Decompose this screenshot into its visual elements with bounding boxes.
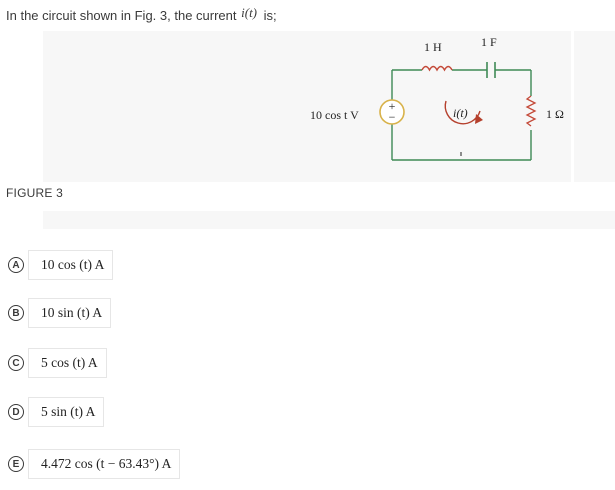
option-c-badge: C (8, 355, 24, 371)
option-d[interactable] (8, 397, 104, 427)
circuit-diagram (0, 0, 615, 200)
figure-footer-band (43, 211, 615, 229)
source-plus-sign: + (388, 99, 396, 113)
question-suffix: is; (263, 8, 277, 23)
option-e[interactable] (8, 449, 180, 479)
resistor-label: 1 Ω (546, 107, 564, 121)
question-current-symbol: i(t) (241, 5, 258, 20)
current-label: i(t) (453, 106, 468, 120)
current-arrowhead (475, 114, 483, 124)
option-e-badge: E (8, 456, 24, 472)
option-a-badge: A (8, 257, 24, 273)
option-a[interactable] (8, 250, 113, 280)
capacitor-symbol (487, 62, 495, 78)
inductor-symbol (422, 67, 452, 71)
option-b-badge: B (8, 305, 24, 321)
option-b[interactable] (8, 298, 111, 328)
option-b-text: 10 sin (t) A (28, 298, 111, 328)
figure-label: FIGURE 3 (6, 186, 63, 200)
source-label: 10 cos t V (310, 108, 359, 122)
resistor-symbol (527, 96, 535, 126)
option-a-text: 10 cos (t) A (28, 250, 113, 280)
option-d-badge: D (8, 404, 24, 420)
inductor-label: 1 H (424, 40, 442, 54)
option-e-text: 4.472 cos (t − 63.43°) A (28, 449, 180, 479)
option-c[interactable] (8, 348, 107, 378)
option-c-text: 5 cos (t) A (28, 348, 107, 378)
capacitor-label: 1 F (481, 35, 497, 49)
question-prefix: In the circuit shown in Fig. 3, the current (6, 8, 237, 23)
source-minus-sign: − (388, 110, 396, 124)
option-d-text: 5 sin (t) A (28, 397, 104, 427)
